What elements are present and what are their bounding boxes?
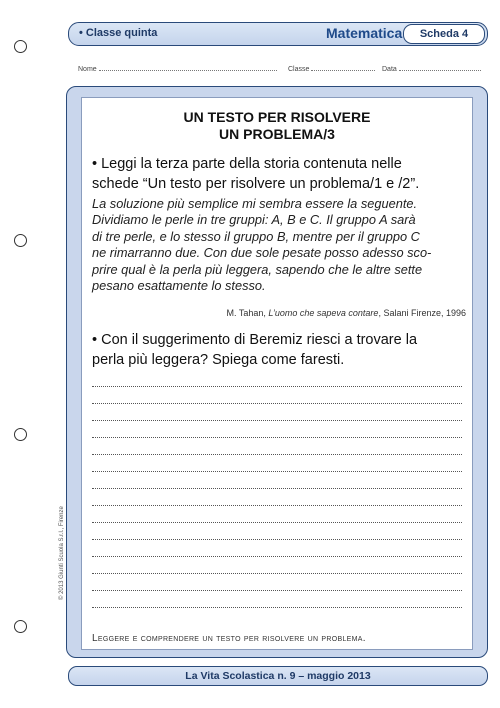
publication-bar: La Vita Scolastica n. 9 – maggio 2013	[68, 666, 488, 686]
answer-line[interactable]	[92, 607, 462, 608]
answer-line[interactable]	[92, 573, 462, 574]
binder-hole	[14, 620, 27, 633]
name-label: Nome	[78, 66, 97, 73]
copyright-note: © 2013 Giunti Scuola S.r.l., Firenze	[59, 506, 65, 600]
answer-line[interactable]	[92, 556, 462, 557]
instruction-1: • Leggi la terza parte della storia contenuta nelle schede “Un testo per risolvere un problema/1 e /2”.	[92, 156, 420, 192]
sheet-badge: Scheda 4	[403, 24, 485, 44]
worksheet-title-line-1: UN TESTO PER RISOLVERE	[183, 109, 371, 125]
answer-line[interactable]	[92, 386, 462, 387]
name-field[interactable]	[78, 64, 277, 73]
binder-hole	[14, 428, 27, 441]
class-field-label: Classe	[288, 66, 310, 73]
answer-line[interactable]	[92, 403, 462, 404]
instruction-2: • Con il suggerimento di Beremiz riesci a trovare la perla più leggera? Spiega come faresti.	[92, 332, 418, 368]
binder-hole	[14, 234, 27, 247]
worksheet-title-line-2: UN PROBLEMA/3	[219, 126, 335, 142]
answer-line[interactable]	[92, 505, 462, 506]
class-label: • Classe quinta	[79, 27, 158, 39]
header-bar	[68, 22, 488, 46]
date-label: Data	[382, 66, 397, 73]
answer-line[interactable]	[92, 522, 462, 523]
story-text: La soluzione più semplice mi sembra essere la seguente. Dividiamo le perle in tre gruppi: A, B e C. Il gruppo A sarà di tre perle, e lo stesso il gruppo B, mentre per il gruppo C ne rimarranno due. Con due sole pesate posso adesso sco- prire qual è la perla più leggera, sapendo che le altre sette pesano esattamente lo stesso.	[92, 196, 432, 294]
answer-line[interactable]	[92, 471, 462, 472]
answer-line[interactable]	[92, 488, 462, 489]
answer-line[interactable]	[92, 437, 462, 438]
date-field[interactable]	[382, 64, 481, 73]
binder-hole	[14, 40, 27, 53]
worksheet-body	[81, 97, 473, 650]
subject-title: Matematica	[326, 25, 403, 41]
answer-line[interactable]	[92, 454, 462, 455]
answer-line[interactable]	[92, 590, 462, 591]
objective-footer: Leggere e comprendere un testo per risolvere un problema.	[92, 633, 366, 644]
answer-line[interactable]	[92, 539, 462, 540]
answer-line[interactable]	[92, 420, 462, 421]
class-field[interactable]	[288, 64, 375, 73]
citation: M. Tahan, L’uomo che sapeva contare, Salani Firenze, 1996	[226, 308, 466, 318]
